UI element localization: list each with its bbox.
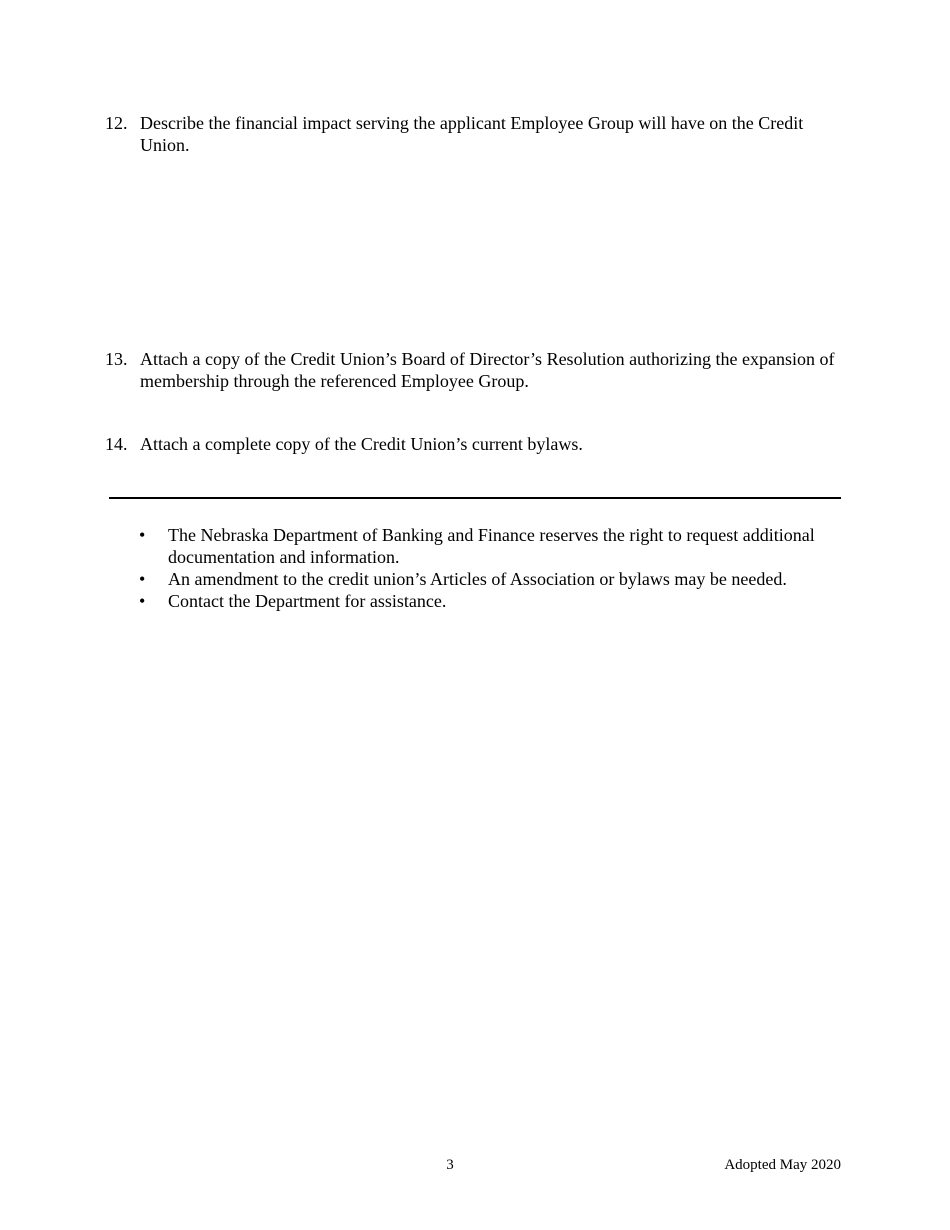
- section-divider: [109, 497, 841, 499]
- adopted-date: Adopted May 2020: [724, 1157, 841, 1173]
- page-number: 3: [446, 1157, 454, 1173]
- list-item: [139, 524, 848, 568]
- bullet-icon: •: [139, 569, 146, 589]
- question-number: 12.: [105, 113, 128, 133]
- note-text: An amendment to the credit union’s Articles of Association or bylaws may be needed.: [168, 569, 787, 589]
- notes-list: [139, 524, 848, 612]
- question-text: Describe the financial impact serving the applicant Employee Group will have on the Credit Union.: [140, 113, 804, 155]
- bullet-icon: •: [139, 525, 146, 545]
- question-number: 13.: [105, 349, 128, 369]
- question-text: Attach a complete copy of the Credit Union’s current bylaws.: [140, 434, 583, 454]
- question-text: Attach a copy of the Credit Union’s Board of Director’s Resolution authorizing the expansion of membership through the referenced Employee Group.: [140, 349, 835, 391]
- question-13: [105, 348, 845, 392]
- list-item: [139, 568, 848, 590]
- bullet-icon: •: [139, 591, 146, 611]
- question-number: 14.: [105, 434, 128, 454]
- list-item: [139, 590, 848, 612]
- question-12: [105, 112, 845, 156]
- question-14: [105, 433, 845, 455]
- note-text: The Nebraska Department of Banking and Finance reserves the right to request additional documentation and information.: [168, 525, 815, 567]
- note-text: Contact the Department for assistance.: [168, 591, 447, 611]
